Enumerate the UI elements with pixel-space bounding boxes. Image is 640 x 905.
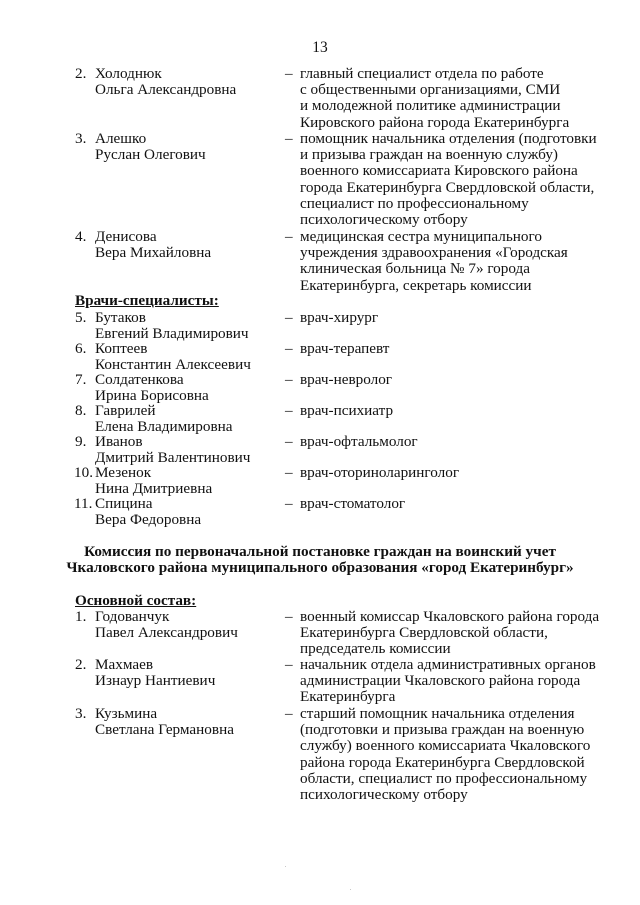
dash: –: [285, 340, 293, 357]
member-name: Годованчук Павел Александрович: [95, 608, 238, 642]
member-name: Бутаков Евгений Владимирович: [95, 309, 249, 343]
entry-number: 10.: [74, 464, 93, 481]
member-name: Денисова Вера Михайловна: [95, 228, 212, 262]
member-role: врач-хирург: [300, 309, 379, 326]
entry-number: 3.: [75, 130, 87, 147]
dash: –: [285, 402, 293, 419]
member-role: врач-оториноларинголог: [300, 464, 460, 481]
member-role: главный специалист отдела по работе с общественными организациями, СМИ и молодежной политике администрации Кировского района города Екатеринбурга: [300, 65, 570, 131]
dash: –: [285, 656, 293, 673]
member-role: врач-терапевт: [300, 340, 390, 357]
member-role: военный комиссар Чкаловского района города Екатеринбурга Свердловской области, председатель комиссии: [300, 608, 600, 658]
member-role: врач-невролог: [300, 371, 393, 388]
commission-heading: Комиссия по первоначальной постановке граждан на воинский учет Чкаловского района муниципального образования «город Екатеринбург»: [66, 543, 574, 577]
entry-number: 9.: [75, 433, 87, 450]
member-name: Махмаев Изнаур Нантиевич: [95, 656, 216, 690]
dash: –: [285, 65, 293, 82]
dash: –: [285, 608, 293, 625]
dash: –: [285, 309, 293, 326]
entry-number: 5.: [75, 309, 87, 326]
page-number: 13: [312, 39, 328, 56]
entry-number: 3.: [75, 705, 87, 722]
entry-number: 11.: [74, 495, 93, 512]
member-role: врач-офтальмолог: [300, 433, 418, 450]
dash: –: [285, 705, 293, 722]
member-role: врач-психиатр: [300, 402, 394, 419]
section-title-main: Основной состав:: [75, 592, 197, 609]
dash: –: [285, 433, 293, 450]
dash: –: [285, 464, 293, 481]
entry-number: 2.: [75, 65, 87, 82]
member-name: Коптеев Константин Алексеевич: [95, 340, 251, 374]
member-role: врач-стоматолог: [300, 495, 406, 512]
dash: –: [285, 228, 293, 245]
dash: –: [285, 371, 293, 388]
member-name: Мезенок Нина Дмитриевна: [95, 464, 213, 498]
member-role: начальник отдела административных органов администрации Чкаловского района города Екатеринбурга: [300, 656, 596, 706]
member-role: старший помощник начальника отделения (подготовки и призыва граждан на военную службу) военного комиссариата Чкаловского района города Екатеринбурга Свердловской области, специалист по профессиональному психологическому отбору: [300, 705, 591, 804]
member-name: Спицина Вера Федоровна: [95, 495, 202, 529]
entry-number: 6.: [75, 340, 87, 357]
member-name: Иванов Дмитрий Валентинович: [95, 433, 251, 467]
section-title-doctors: Врачи-специалисты:: [75, 292, 219, 309]
entry-number: 2.: [75, 656, 87, 673]
entry-number: 8.: [75, 402, 87, 419]
member-name: Кузьмина Светлана Германовна: [95, 705, 234, 739]
member-role: помощник начальника отделения (подготовки и призыва граждан на военную службу) военного комиссариата Кировского района города Екатеринбурга Свердловской области, специалист по профессиональному психологическому отбору: [300, 130, 597, 229]
member-role: медицинская сестра муниципального учреждения здравоохранения «Городская клиническая больница № 7» города Екатеринбурга, секретарь комиссии: [300, 228, 568, 294]
member-name: Солдатенкова Ирина Борисовна: [95, 371, 209, 405]
entry-number: 7.: [75, 371, 87, 388]
dash: –: [285, 130, 293, 147]
member-name: Гаврилей Елена Владимировна: [95, 402, 233, 436]
member-name: Холоднюк Ольга Александровна: [95, 65, 237, 99]
scan-speck: [350, 889, 351, 890]
member-name: Алешко Руслан Олегович: [95, 130, 206, 164]
entry-number: 4.: [75, 228, 87, 245]
dash: –: [285, 495, 293, 512]
entry-number: 1.: [75, 608, 87, 625]
scan-speck: [285, 866, 286, 867]
